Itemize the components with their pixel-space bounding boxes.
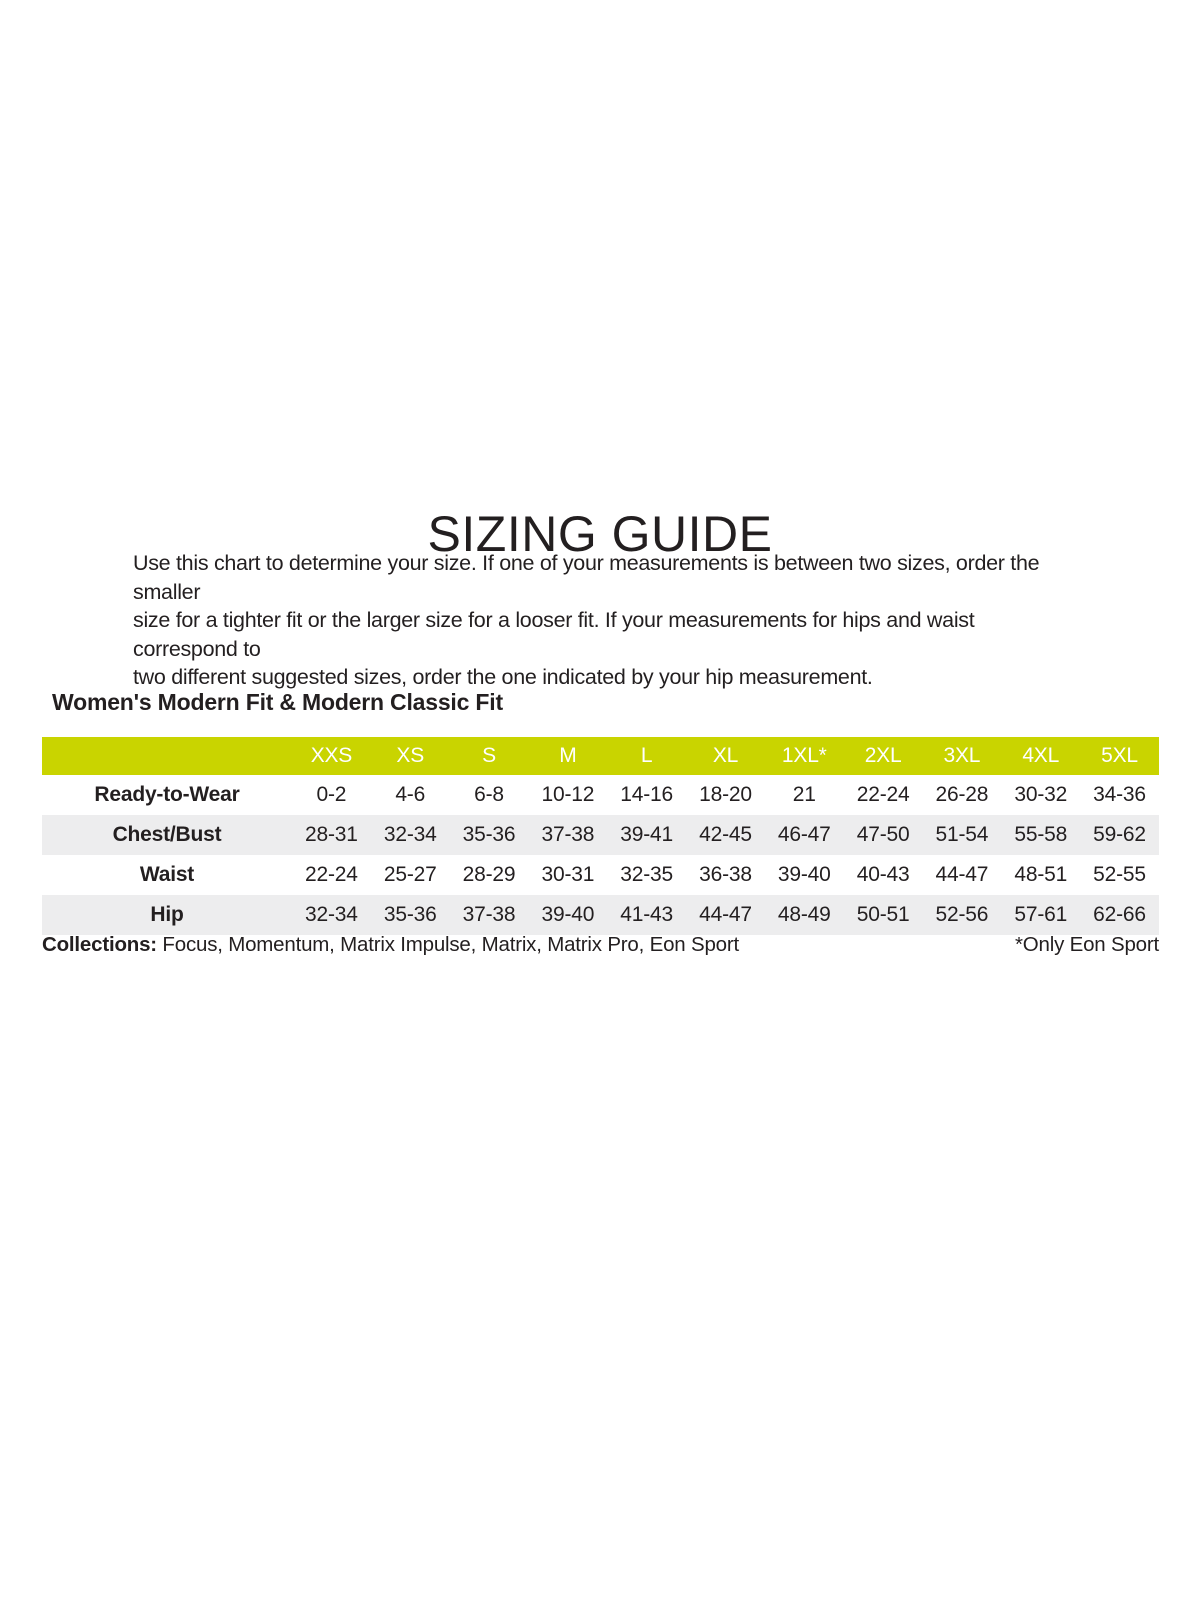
size-header-cell-1xl: 1XL*	[781, 744, 827, 767]
table-row-waist	[42, 855, 1159, 895]
size-value-cell: 35-36	[462, 823, 516, 846]
size-header-row	[42, 737, 1159, 775]
size-value-cell: 42-45	[699, 823, 752, 846]
size-value-cell: 47-50	[856, 823, 910, 846]
size-header-cell-l: L	[640, 744, 653, 767]
size-value-cell: 25-27	[383, 863, 437, 886]
intro-line: Use this chart to determine your size. If one of your measurements is between two sizes, order the smaller	[133, 551, 1040, 604]
size-value-cell: 44-47	[935, 863, 989, 886]
size-value-cell: 50-51	[856, 903, 910, 926]
size-value-cell: 21	[792, 783, 816, 806]
table-row-chest-bust	[42, 815, 1159, 855]
size-value-cell: 10-12	[541, 783, 595, 806]
size-header-cell-xxs: XXS	[310, 744, 353, 767]
page-title: SIZING GUIDE	[427, 505, 773, 562]
size-value-cell: 28-31	[305, 823, 358, 846]
measurement-label: Waist	[139, 863, 195, 886]
size-value-cell: 62-66	[1093, 903, 1146, 926]
size-value-cell: 0-2	[316, 783, 347, 806]
size-value-cell: 18-20	[699, 783, 752, 806]
collections-text	[42, 933, 739, 957]
size-header-cell-xs: XS	[396, 744, 425, 767]
size-header-cell-xl: XL	[712, 744, 739, 767]
size-header-cell-s: S	[482, 744, 496, 767]
collections-footer	[42, 933, 1159, 957]
size-value-cell: 32-34	[305, 903, 358, 926]
table-row-hip	[42, 895, 1159, 935]
size-value-cell: 52-55	[1093, 863, 1146, 886]
size-header-cell-3xl: 3XL	[943, 744, 981, 767]
measurement-label: Chest/Bust	[112, 823, 222, 846]
size-value-cell: 41-43	[620, 903, 674, 926]
size-value-cell: 37-38	[541, 823, 595, 846]
size-value-cell: 22-24	[856, 783, 910, 806]
size-value-cell: 37-38	[462, 903, 516, 926]
size-value-cell: 44-47	[699, 903, 752, 926]
size-header-cell-5xl: 5XL	[1101, 744, 1138, 767]
size-chart-table	[42, 737, 1159, 935]
size-value-cell: 30-31	[541, 863, 595, 886]
size-value-cell: 34-36	[1093, 783, 1146, 806]
size-chart-heading: Women's Modern Fit & Modern Classic Fit	[52, 689, 503, 715]
size-value-cell: 4-6	[395, 783, 426, 806]
size-value-cell: 59-62	[1093, 823, 1146, 846]
intro-line: size for a tighter fit or the larger size for a looser fit. If your measurements for hips and waist correspond to	[133, 608, 975, 661]
intro-paragraph	[133, 549, 1063, 692]
size-value-cell: 51-54	[935, 823, 989, 846]
size-value-cell: 6-8	[474, 783, 504, 806]
size-value-cell: 55-58	[1014, 823, 1068, 846]
size-value-cell: 52-56	[935, 903, 989, 926]
size-value-cell: 28-29	[462, 863, 516, 886]
size-value-cell: 35-36	[383, 903, 437, 926]
size-value-cell: 30-32	[1014, 783, 1068, 806]
size-header-cell-4xl: 4XL	[1022, 744, 1060, 767]
size-header-cell-m: M	[559, 744, 577, 767]
size-value-cell: 48-51	[1014, 863, 1068, 886]
size-value-cell: 32-35	[620, 863, 674, 886]
measurement-label: Hip	[150, 903, 184, 926]
collections-label: Collections:	[42, 933, 157, 956]
size-value-cell: 14-16	[620, 783, 674, 806]
collections-list: Focus, Momentum, Matrix Impulse, Matrix, Matrix Pro, Eon Sport	[156, 933, 739, 956]
table-row-ready-to-wear	[42, 775, 1159, 815]
size-value-cell: 40-43	[856, 863, 910, 886]
size-value-cell: 36-38	[699, 863, 752, 886]
size-value-cell: 39-40	[777, 863, 831, 886]
size-value-cell: 39-40	[541, 903, 595, 926]
size-value-cell: 26-28	[935, 783, 989, 806]
asterisk-note: *Only Eon Sport	[1015, 933, 1159, 956]
measurement-label: Ready-to-Wear	[94, 783, 240, 806]
size-value-cell: 22-24	[305, 863, 358, 886]
size-value-cell: 46-47	[777, 823, 831, 846]
size-header-cell-2xl: 2XL	[864, 744, 902, 767]
size-value-cell: 57-61	[1014, 903, 1068, 926]
size-value-cell: 48-49	[777, 903, 831, 926]
size-value-cell: 39-41	[620, 823, 674, 846]
intro-line: two different suggested sizes, order the one indicated by your hip measurement.	[133, 665, 873, 689]
size-value-cell: 32-34	[383, 823, 437, 846]
